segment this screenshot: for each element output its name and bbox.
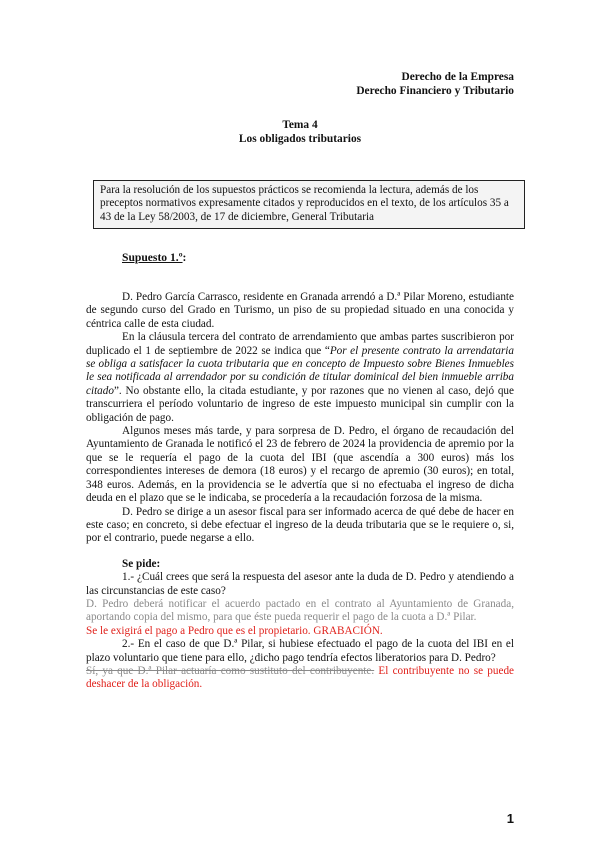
page-number: 1: [506, 811, 514, 826]
paragraph-1: D. Pedro García Carrasco, residente en Granada arrendó a D.ª Pilar Moreno, estudiante de segundo curso del Grado en Turismo, un piso de su propiedad situado en una conocida y céntrica calle de esta ciudad.: [86, 291, 514, 330]
question-2: 2.- En el caso de que D.ª Pilar, si hubiese efectuado el pago de la cuota del IBI en el plazo voluntario que tiene para ello, ¿dicho pago tendría efectos liberatorios para D. Pedro?: [86, 638, 514, 664]
paragraph-4: D. Pedro se dirige a un asesor fiscal para ser informado acerca de qué debe de hacer en este caso; en concreto, si debe efectuar el ingreso de la deuda tributaria que se le requiere o, si, por el contrario, puede negarse a ello.: [86, 505, 514, 545]
answer-2-correction: El contribuyente no se puede deshacer de la obligación.: [86, 664, 514, 691]
tema-subtitle: Los obligados tributarios: [238, 133, 362, 145]
supuesto-heading: [122, 251, 186, 264]
answer-1-correction: Se le exigirá el pago a Pedro que es el propietario. GRABACIÓN.: [86, 624, 383, 637]
tema-label: Tema 4: [282, 119, 318, 131]
contract-quote: Por el presente contrato la arrendataria se obliga a satisfacer la cuota tributaria que en concepto de Impuesto sobre Bienes Inmuebles le sea notificada al arrendador por su condición de titular dominical del bien inmueble arriba citado: [86, 344, 514, 397]
se-pide-colon: :: [156, 557, 161, 570]
paragraph-2: [86, 331, 514, 425]
answer-2: [86, 665, 514, 692]
question-1: 1.- ¿Cuál crees que será la respuesta del asesor ante la duda de D. Pedro y atendiendo a las circunstancias de este caso?: [86, 571, 514, 597]
course-header: [356, 70, 514, 98]
subject-name: Derecho Financiero y Tributario: [356, 85, 514, 97]
paragraph-2-end: ”. No obstante ello, la citada estudiante, y por razones que no vienen al caso, dejó que transcurriera el período voluntario de ingreso de este impuesto municipal sin cumplir con la obligación de pago.: [86, 384, 514, 424]
supuesto-label: Supuesto 1.º: [122, 251, 183, 264]
paragraph-3: Algunos meses más tarde, y para sorpresa de D. Pedro, el órgano de recaudación del Ayuntamiento de Granada le notificó el 23 de febrero de 2024 la providencia de apremio por la que se le requería el pago de la cuota del IBI (que ascendía a 300 euros) más los correspondientes intereses de demora (18 euros) y el recargo de apremio (30 euros); en total, 348 euros. Además, en la providencia se le advertía que si no efectuaba el ingreso de dicha deuda en el plazo que se le indicaba, se procedería a la recaudación forzosa de la misma.: [86, 425, 514, 505]
se-pide-heading: [86, 558, 514, 571]
reading-note-box: Para la resolución de los supuestos prácticos se recomienda la lectura, además de los preceptos normativos expresamente citados y reproducidos en el texto, de los artículos 35 a 43 de la Ley 58/2003, de 17 de diciembre, General Tributaria: [93, 180, 525, 229]
course-name: Derecho de la Empresa: [401, 71, 514, 83]
se-pide-label: Se pide: [122, 557, 157, 570]
answer-2-struck: Sí, ya que D.ª Pilar actuaría como sustituto del contribuyente.: [86, 664, 375, 677]
supuesto-colon: :: [182, 251, 187, 264]
case-body: [86, 291, 514, 692]
paragraph-2-start: En la cláusula tercera del contrato de arrendamiento que ambas partes suscribieron por duplicado el 1 de septiembre de 2022 se indica que “: [86, 331, 514, 357]
topic-title: [0, 118, 600, 146]
answer-1-draft: D. Pedro deberá notificar el acuerdo pactado en el contrato al Ayuntamiento de Granada, aportando copia del mismo, para que éste pueda requerir el pago de la cuota a D.ª Pilar.: [86, 597, 514, 624]
